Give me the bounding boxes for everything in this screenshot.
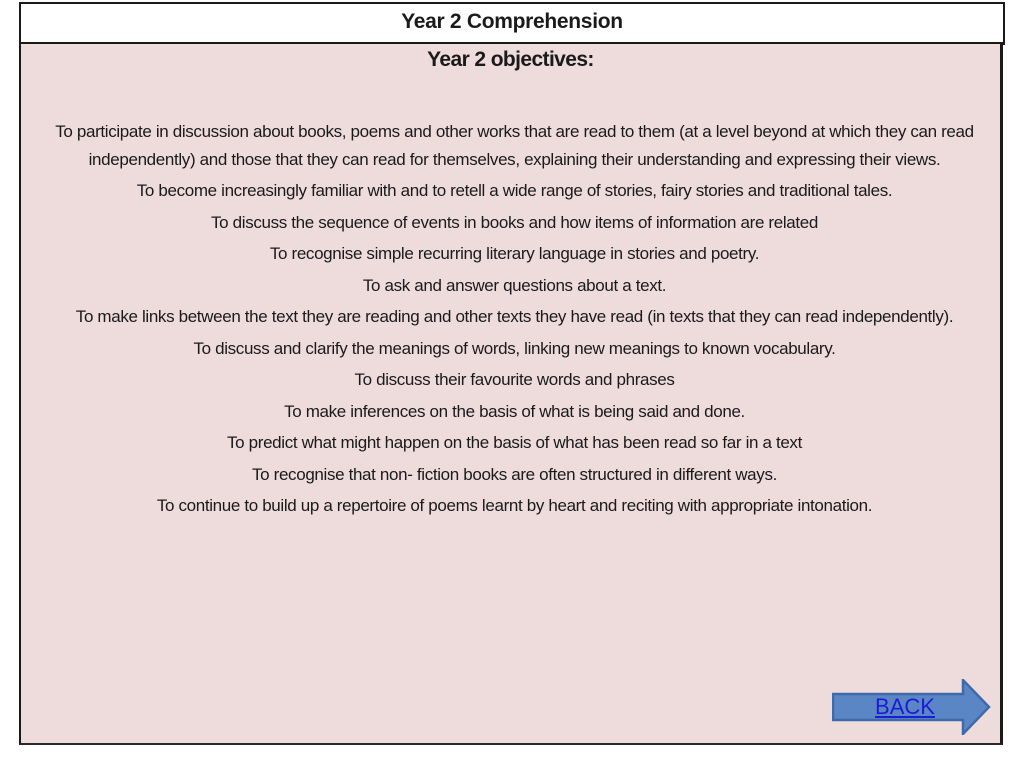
objective-item: To continue to build up a repertoire of poems learnt by heart and reciting with appropriate intonation. [156, 496, 873, 515]
objectives-heading: Year 2 objectives: [427, 48, 594, 71]
objective-item: To make inferences on the basis of what is being said and done. [284, 401, 745, 421]
back-link[interactable]: BACK [875, 694, 935, 719]
objective-item: To discuss their favourite words and phrases [354, 370, 675, 389]
objectives-list [41, 118, 988, 524]
objective-item: To discuss and clarify the meanings of words, linking new meanings to known vocabulary. [193, 338, 836, 358]
objective-item: To predict what might happen on the basis of what has been read so far in a text [227, 433, 802, 452]
objectives-panel [19, 44, 1003, 745]
objective-item: To discuss the sequence of events in books and how items of information are related [211, 212, 818, 232]
page-title: Year 2 Comprehension [401, 10, 623, 33]
back-button[interactable] [832, 679, 992, 735]
objective-item: To become increasingly familiar with and to retell a wide range of stories, fairy stories and traditional tales. [136, 181, 893, 200]
objective-item: To participate in discussion about books, poems and other works that are read to them (at a level beyond at which they can read independently) and those that they can read for themselves, explaining their understanding and expressing their views. [55, 122, 974, 169]
objective-item: To recognise that non- fiction books are often structured in different ways. [252, 464, 777, 484]
objective-item: To ask and answer questions about a text. [362, 275, 667, 295]
title-bar [19, 2, 1005, 45]
objective-item: To make links between the text they are reading and other texts they have read (in texts that they can read independently). [75, 307, 954, 326]
objective-item: To recognise simple recurring literary language in stories and poetry. [269, 244, 760, 263]
